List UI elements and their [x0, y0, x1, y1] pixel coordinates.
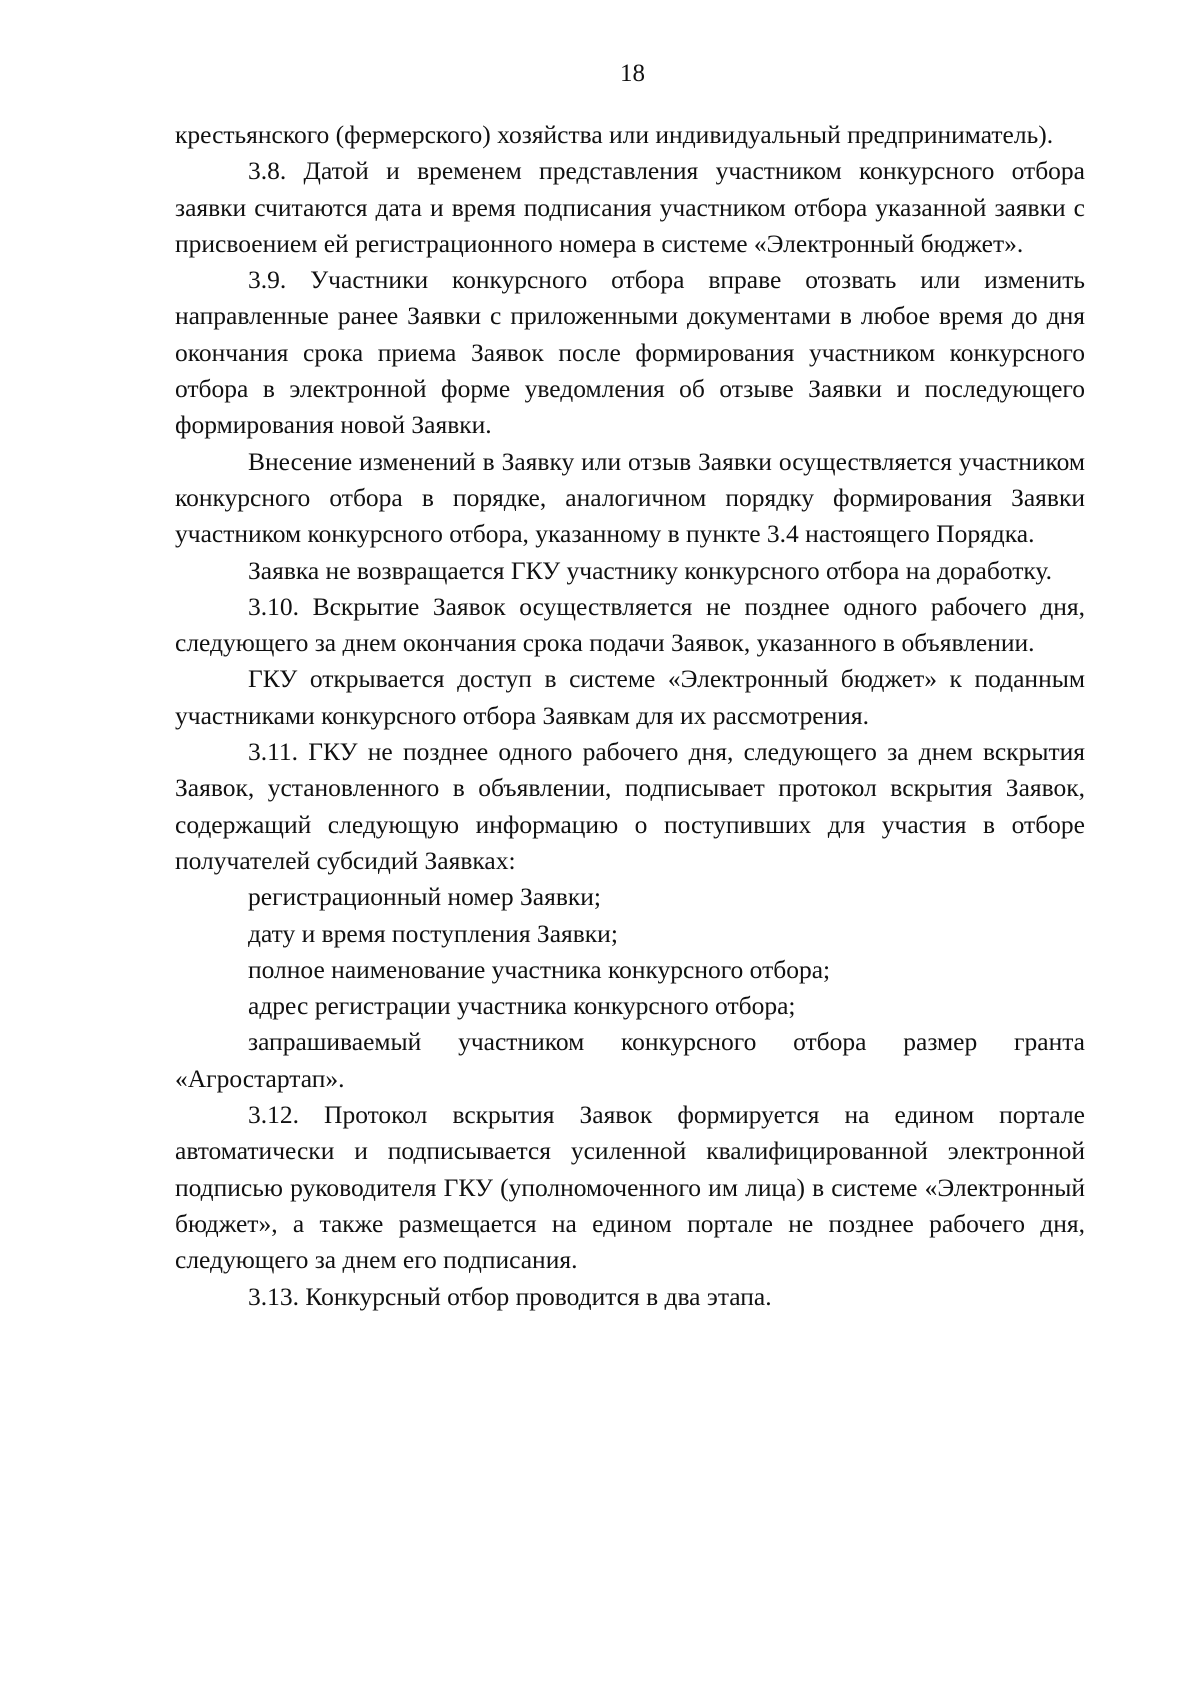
document-body — [175, 117, 1085, 1315]
paragraph-3-11: 3.11. ГКУ не позднее одного рабочего дня, следующего за днем вскрытия Заявок, установленного в объявлении, подписывает протокол вскрытия Заявок, содержащий следующую информацию о поступивших для участия в отборе получателей субсидий Заявках: — [175, 737, 1085, 875]
paragraph-3-13: 3.13. Конкурсный отбор проводится в два этапа. — [248, 1281, 772, 1311]
list-item: полное наименование участника конкурсного отбора; — [248, 954, 831, 984]
paragraph-3-8: 3.8. Датой и временем представления участником конкурсного отбора заявки считаются дата и время подписания участником отбора указанной заявки с присвоением ей регистрационного номера в системе «Электронный бюджет». — [175, 156, 1085, 258]
page-number: 18 — [620, 60, 645, 87]
paragraph-3-10: 3.10. Вскрытие Заявок осуществляется не позднее одного рабочего дня, следующего за днем окончания срока подачи Заявок, указанного в объявлении. — [175, 591, 1085, 658]
paragraph-amendments: Внесение изменений в Заявку или отзыв Заявки осуществляется участником конкурсного отбора в порядке, аналогичном порядку формирования Заявки участником конкурсного отбора, указанному в пункте 3.4 настоящего Порядка. — [175, 446, 1085, 549]
paragraph-access: ГКУ открывается доступ в системе «Электронный бюджет» к поданным участниками конкурсного отбора Заявкам для их рассмотрения. — [175, 664, 1085, 730]
paragraph-not-returned: Заявка не возвращается ГКУ участнику конкурсного отбора на доработку. — [248, 555, 1052, 585]
list-item: регистрационный номер Заявки; — [248, 882, 601, 912]
list-item: запрашиваемый участником конкурсного отбора размер гранта «Агростартап». — [175, 1027, 1085, 1093]
paragraph-3-9: 3.9. Участники конкурсного отбора вправе отозвать или изменить направленные ранее Заявки с приложенными документами в любое время до дня окончания срока приема Заявок после формирования участником конкурсного отбора в электронной форме уведомления об отзыве Заявки и последующего формирования новой Заявки. — [175, 265, 1085, 440]
paragraph-continuation: крестьянского (фермерского) хозяйства или индивидуальный предприниматель). — [175, 120, 1054, 149]
list-item: дату и время поступления Заявки; — [248, 918, 618, 948]
list-item: адрес регистрации участника конкурсного отбора; — [248, 991, 796, 1021]
paragraph-3-12: 3.12. Протокол вскрытия Заявок формируется на едином портале автоматически и подписывается усиленной квалифицированной электронной подписью руководителя ГКУ (уполномоченного им лица) в системе «Электронный бюджет», а также размещается на едином портале не позднее рабочего дня, следующего за днем его подписания. — [175, 1100, 1085, 1275]
